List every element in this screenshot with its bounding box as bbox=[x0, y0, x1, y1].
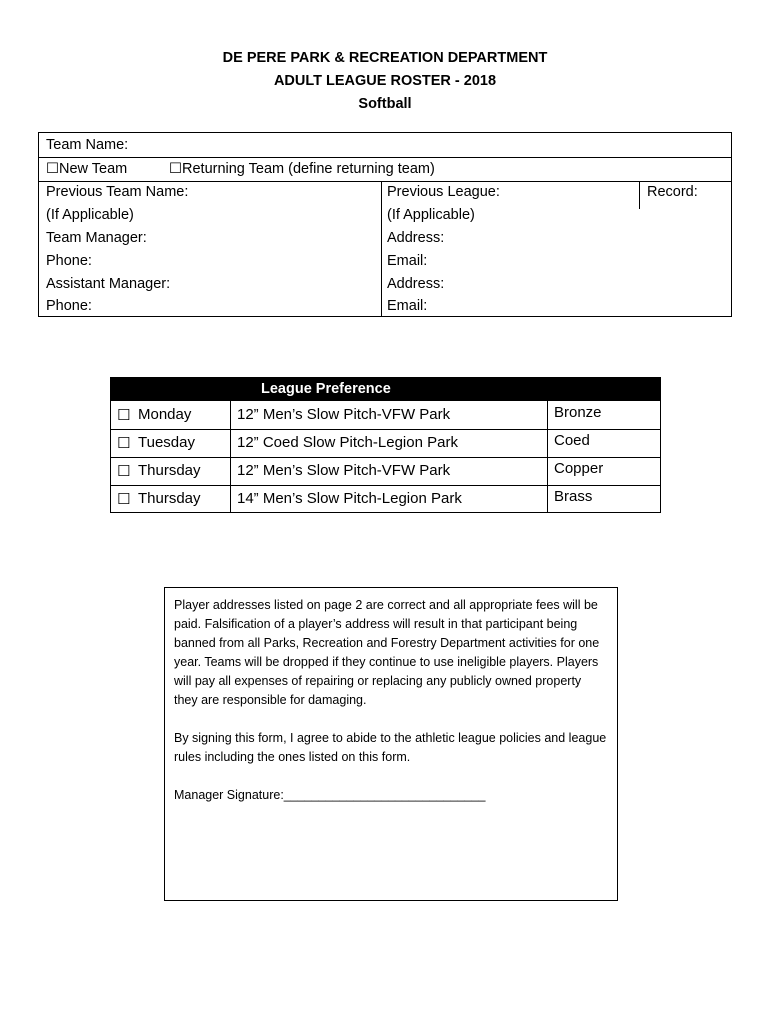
league-division: Copper bbox=[554, 460, 604, 477]
previous-team-note: (If Applicable) bbox=[46, 207, 134, 223]
agreement-notice bbox=[164, 587, 618, 901]
checkbox-icon[interactable]: ☐ bbox=[169, 161, 182, 177]
league-division: Brass bbox=[554, 488, 593, 505]
manager-phone-field[interactable]: Phone: bbox=[46, 253, 92, 269]
league-option-row[interactable] bbox=[111, 401, 660, 429]
checkbox-icon[interactable]: ☐ bbox=[117, 491, 131, 508]
notice-paragraph: By signing this form, I agree to abide to the athletic league policies and league rules including the ones listed on this form. bbox=[174, 731, 607, 764]
previous-league-field[interactable]: Previous League: bbox=[387, 184, 500, 200]
league-preference-header bbox=[111, 378, 660, 401]
column-divider bbox=[639, 181, 640, 209]
assistant-phone-field[interactable]: Phone: bbox=[46, 298, 92, 314]
notice-paragraph: Player addresses listed on page 2 are correct and all appropriate fees will be paid. Falsification of a player’s address will result in that participant being banned from all Parks, Recreation and Forestry Department activities for one year. Teams will be dropped if they continue to use ineligible players. Players will pay all expenses of repairing or replacing any publicly owned property they are responsible for damaging. bbox=[174, 598, 600, 707]
new-team-label: New Team bbox=[59, 161, 128, 177]
checkbox-icon[interactable]: ☐ bbox=[46, 161, 59, 177]
manager-address-field[interactable]: Address: bbox=[387, 230, 445, 246]
team-manager-field[interactable]: Team Manager: bbox=[46, 230, 147, 246]
returning-team-option[interactable] bbox=[169, 158, 435, 181]
team-info-table bbox=[38, 132, 732, 317]
record-field[interactable]: Record: bbox=[647, 184, 698, 200]
league-day: Tuesday bbox=[138, 434, 195, 451]
league-option-row[interactable] bbox=[111, 457, 660, 485]
league-name: 12” Men’s Slow Pitch-VFW Park bbox=[237, 406, 451, 423]
roster-title: ADULT LEAGUE ROSTER - 2018 bbox=[273, 73, 497, 89]
new-team-option[interactable] bbox=[46, 158, 127, 181]
assistant-address-field[interactable]: Address: bbox=[387, 276, 445, 292]
league-preference-table bbox=[110, 377, 661, 513]
assistant-email-field[interactable]: Email: bbox=[387, 298, 428, 314]
league-division: Coed bbox=[554, 432, 590, 449]
previous-league-note: (If Applicable) bbox=[387, 207, 475, 223]
previous-team-name-field[interactable]: Previous Team Name: bbox=[46, 184, 189, 200]
league-name: 14” Men’s Slow Pitch-Legion Park bbox=[237, 490, 462, 507]
column-divider bbox=[381, 181, 382, 317]
manager-email-field[interactable]: Email: bbox=[387, 253, 428, 269]
league-preference-heading: League Preference bbox=[261, 381, 391, 397]
league-day: Thursday bbox=[138, 490, 201, 507]
league-division: Bronze bbox=[554, 404, 602, 421]
league-day: Thursday bbox=[138, 462, 201, 479]
checkbox-icon[interactable]: ☐ bbox=[117, 435, 131, 452]
league-name: 12” Coed Slow Pitch-Legion Park bbox=[237, 434, 458, 451]
league-option-row[interactable] bbox=[111, 485, 660, 513]
team-name-field[interactable]: Team Name: bbox=[46, 137, 129, 153]
league-day: Monday bbox=[138, 406, 192, 423]
document-title bbox=[0, 47, 770, 116]
manager-signature-field[interactable]: Manager Signature:_____________________________ bbox=[174, 788, 486, 802]
returning-team-label: Returning Team (define returning team) bbox=[182, 161, 435, 177]
department-name: DE PERE PARK & RECREATION DEPARTMENT bbox=[222, 50, 548, 66]
checkbox-icon[interactable]: ☐ bbox=[117, 463, 131, 480]
league-name: 12” Men’s Slow Pitch-VFW Park bbox=[237, 462, 451, 479]
league-option-row[interactable] bbox=[111, 429, 660, 457]
sport-name: Softball bbox=[358, 96, 412, 112]
assistant-manager-field[interactable]: Assistant Manager: bbox=[46, 276, 171, 292]
checkbox-icon[interactable]: ☐ bbox=[117, 407, 131, 424]
